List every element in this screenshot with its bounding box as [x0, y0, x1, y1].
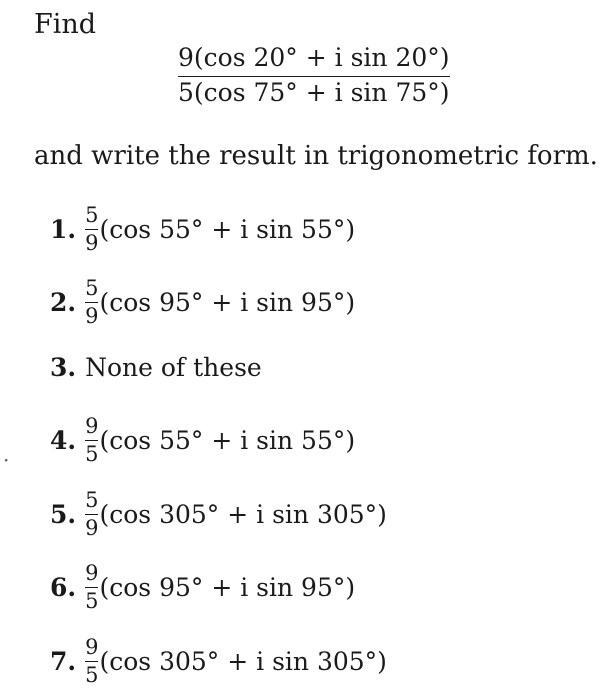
choice-coefficient — [85, 275, 99, 328]
prompt-text: Find — [34, 9, 97, 40]
choice-7[interactable] — [50, 630, 387, 692]
coef-bar — [85, 440, 98, 441]
coef-numerator: 5 — [85, 202, 99, 227]
choice-3[interactable] — [50, 336, 262, 398]
choice-expression: (cos 95° + i sin 95°) — [99, 287, 356, 317]
coef-denominator: 9 — [85, 515, 99, 540]
coef-bar — [85, 302, 98, 303]
choice-5[interactable] — [50, 483, 387, 545]
coef-bar — [85, 661, 98, 662]
coef-bar — [85, 514, 98, 515]
coef-denominator: 9 — [85, 230, 99, 255]
coef-numerator: 9 — [85, 413, 99, 438]
stray-dot: · — [3, 448, 10, 472]
choice-4[interactable] — [50, 409, 355, 471]
choice-coefficient — [85, 560, 99, 613]
choice-6[interactable] — [50, 556, 355, 618]
coef-numerator: 5 — [85, 275, 99, 300]
choice-text: None of these — [85, 352, 262, 382]
choice-number: 4. — [50, 425, 77, 455]
choice-number: 6. — [50, 572, 77, 602]
choice-expression: (cos 305° + i sin 305°) — [99, 646, 387, 676]
choice-1[interactable] — [50, 198, 355, 260]
coef-denominator: 5 — [85, 662, 99, 687]
coef-bar — [85, 229, 98, 230]
choice-2[interactable] — [50, 271, 355, 333]
choice-expression: (cos 305° + i sin 305°) — [99, 499, 387, 529]
choice-coefficient — [85, 413, 99, 466]
choice-coefficient — [85, 634, 99, 687]
coef-denominator: 5 — [85, 441, 99, 466]
coef-denominator: 5 — [85, 588, 99, 613]
choice-number: 5. — [50, 499, 77, 529]
choice-number: 3. — [50, 352, 77, 382]
fraction-bar — [178, 76, 450, 77]
coef-bar — [85, 587, 98, 588]
choice-number: 7. — [50, 646, 77, 676]
coef-numerator: 9 — [85, 560, 99, 585]
fraction-numerator: 9(cos 20° + i sin 20°) — [178, 43, 450, 72]
choice-coefficient — [85, 487, 99, 540]
instruction-text: and write the result in trigonometric form. — [34, 141, 598, 171]
choice-expression: (cos 95° + i sin 95°) — [99, 572, 356, 602]
coef-numerator: 9 — [85, 634, 99, 659]
problem-fraction — [178, 44, 450, 108]
choice-expression: (cos 55° + i sin 55°) — [99, 214, 356, 244]
fraction-denominator: 5(cos 75° + i sin 75°) — [178, 77, 450, 107]
choice-expression: (cos 55° + i sin 55°) — [99, 425, 356, 455]
choice-number: 2. — [50, 287, 77, 317]
choice-coefficient — [85, 202, 99, 255]
coef-numerator: 5 — [85, 487, 99, 512]
coef-denominator: 9 — [85, 303, 99, 328]
choice-number: 1. — [50, 214, 77, 244]
